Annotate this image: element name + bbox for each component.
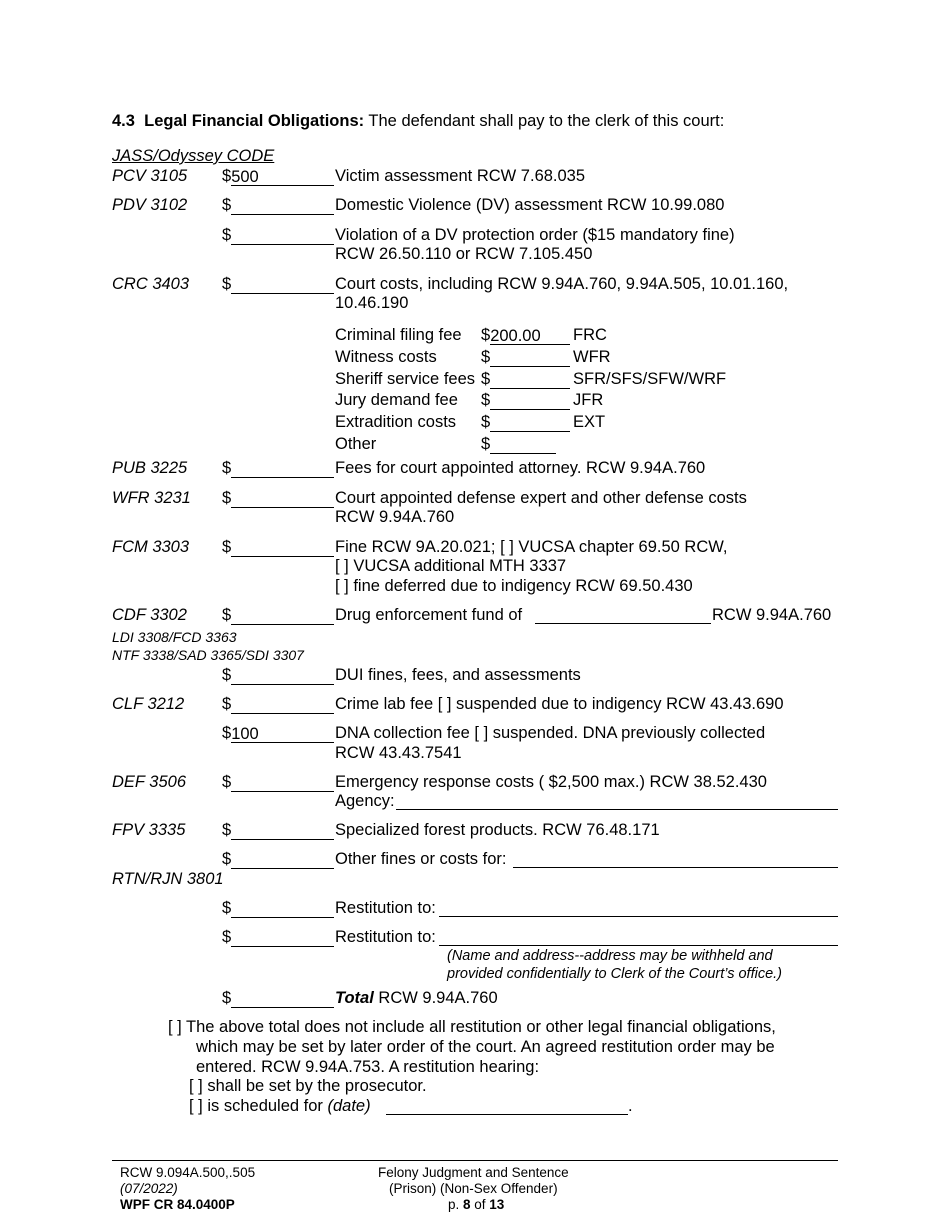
- other-line: [513, 867, 838, 868]
- wfr-desc-2: RCW 9.94A.760: [335, 508, 455, 526]
- rtn-desc-2: Restitution to:: [335, 928, 436, 946]
- dvpo-amount: $: [222, 226, 334, 245]
- cdf-fund-line: [535, 623, 711, 624]
- other-desc: Other fines or costs for:: [335, 850, 507, 868]
- fcm-code: FCM 3303: [112, 538, 190, 556]
- fee-witness: Witness costs: [335, 348, 437, 366]
- fcm-desc-2: [ ] VUCSA additional MTH 3337: [335, 557, 567, 575]
- crc-desc-2: 10.46.190: [335, 294, 409, 312]
- page-footer: [112, 1160, 838, 1220]
- fee-sheriff-amount: $: [481, 370, 570, 389]
- fee-sheriff-code: SFR/SFS/SFW/WRF: [573, 370, 727, 388]
- cdf-desc-end: RCW 9.94A.760: [712, 606, 832, 624]
- dvpo-desc-1: Violation of a DV protection order ($15 mandatory fine): [335, 226, 735, 244]
- clf-code: CLF 3212: [112, 695, 185, 713]
- restitution-note-3: entered. RCW 9.94A.753. A restitution hearing:: [196, 1058, 540, 1076]
- wfr-desc-1: Court appointed defense expert and other defense costs: [335, 489, 747, 507]
- rtn-note-2: provided confidentially to Clerk of the Court’s office.): [447, 966, 783, 982]
- cdf-amount: $: [222, 606, 334, 625]
- dvpo-desc-2: RCW 26.50.110 or RCW 7.105.450: [335, 245, 593, 263]
- dna-desc-1: DNA collection fee [ ] suspended. DNA previously collected: [335, 724, 766, 742]
- pcv-amount-value: 500: [231, 169, 334, 186]
- dui-code-2: NTF 3338/SAD 3365/SDI 3307: [112, 647, 304, 663]
- pdv-code: PDV 3102: [112, 196, 188, 214]
- fee-criminal-filing: Criminal filing fee: [335, 326, 462, 344]
- def-code: DEF 3506: [112, 773, 186, 791]
- cdf-code: CDF 3302: [112, 606, 187, 624]
- restitution-date-end: .: [628, 1097, 633, 1115]
- rtn-note-1: (Name and address--address may be withheld and: [447, 948, 773, 964]
- crc-desc-1: Court costs, including RCW 9.94A.760, 9.94A.505, 10.01.160,: [335, 275, 789, 293]
- section-heading: [112, 112, 724, 131]
- fee-witness-amount: $: [481, 348, 570, 367]
- footer-title-2: (Prison) (Non-Sex Offender): [389, 1181, 558, 1196]
- fee-criminal-filing-code: FRC: [573, 326, 607, 344]
- fpv-amount: $: [222, 821, 334, 840]
- total-desc: Total RCW 9.94A.760: [335, 989, 498, 1007]
- other-amount: $: [222, 850, 334, 869]
- rtn-line-1: [439, 916, 838, 917]
- section-text: The defendant shall pay to the clerk of this court:: [364, 112, 725, 130]
- section-title: Legal Financial Obligations:: [144, 112, 365, 130]
- dna-amount-value: 100: [231, 726, 334, 743]
- footer-page-number: p. 8 of 13: [448, 1197, 505, 1212]
- fee-jury-code: JFR: [573, 391, 604, 409]
- wfr-amount: $: [222, 489, 334, 508]
- fee-extradition: Extradition costs: [335, 413, 457, 431]
- clf-amount: $: [222, 695, 334, 714]
- wfr-code: WFR 3231: [112, 489, 191, 507]
- restitution-option-2: [ ] is scheduled for (date): [189, 1097, 371, 1115]
- fee-jury: Jury demand fee: [335, 391, 458, 409]
- fpv-desc: Specialized forest products. RCW 76.48.171: [335, 821, 660, 839]
- restitution-note-2: which may be set by later order of the court. An agreed restitution order may be: [196, 1038, 775, 1056]
- def-desc-2: Agency:: [335, 792, 395, 810]
- cdf-desc: Drug enforcement fund of: [335, 606, 523, 624]
- rtn-amount-1: $: [222, 899, 334, 918]
- crc-code: CRC 3403: [112, 275, 190, 293]
- fee-witness-code: WFR: [573, 348, 611, 366]
- pdv-desc: Domestic Violence (DV) assessment RCW 10.99.080: [335, 196, 725, 214]
- fee-other-amount: $: [481, 435, 556, 454]
- fee-sheriff: Sheriff service fees: [335, 370, 476, 388]
- fee-criminal-filing-amount: $200.00: [481, 326, 570, 345]
- fee-jury-amount: $: [481, 391, 570, 410]
- fcm-amount: $: [222, 538, 334, 557]
- def-desc-1: Emergency response costs ( $2,500 max.) RCW 38.52.430: [335, 773, 767, 791]
- footer-form-number: WPF CR 84.0400P: [120, 1197, 235, 1212]
- footer-rcw: RCW 9.094A.500,.505: [120, 1165, 256, 1180]
- fcm-desc-1: Fine RCW 9A.20.021; [ ] VUCSA chapter 69.50 RCW,: [335, 538, 728, 556]
- pub-desc: Fees for court appointed attorney. RCW 9.94A.760: [335, 459, 706, 477]
- rtn-desc-1: Restitution to:: [335, 899, 436, 917]
- rtn-code: RTN/RJN 3801: [112, 870, 224, 888]
- dna-amount: $100: [222, 724, 334, 743]
- rtn-line-2: [439, 945, 838, 946]
- def-agency-line: [396, 809, 838, 810]
- fcm-desc-3: [ ] fine deferred due to indigency RCW 69.50.430: [335, 577, 693, 595]
- fee-other: Other: [335, 435, 377, 453]
- clf-desc: Crime lab fee [ ] suspended due to indigency RCW 43.43.690: [335, 695, 784, 713]
- pub-code: PUB 3225: [112, 459, 188, 477]
- fpv-code: FPV 3335: [112, 821, 186, 839]
- def-amount: $: [222, 773, 334, 792]
- crc-amount: $: [222, 275, 334, 294]
- pcv-amount: $500: [222, 167, 334, 186]
- pdv-amount: $: [222, 196, 334, 215]
- restitution-date-line: [386, 1114, 628, 1115]
- footer-title-1: Felony Judgment and Sentence: [378, 1165, 569, 1180]
- code-header: JASS/Odyssey CODE: [112, 147, 275, 165]
- dui-desc: DUI fines, fees, and assessments: [335, 666, 581, 684]
- dui-amount: $: [222, 666, 334, 685]
- pcv-desc: Victim assessment RCW 7.68.035: [335, 167, 586, 185]
- pub-amount: $: [222, 459, 334, 478]
- fee-extradition-code: EXT: [573, 413, 606, 431]
- section-number: 4.3: [112, 112, 135, 130]
- total-amount: $: [222, 989, 334, 1008]
- rtn-amount-2: $: [222, 928, 334, 947]
- fee-extradition-amount: $: [481, 413, 570, 432]
- pcv-code: PCV 3105: [112, 167, 188, 185]
- dna-desc-2: RCW 43.43.7541: [335, 744, 462, 762]
- restitution-option-1: [ ] shall be set by the prosecutor.: [189, 1077, 427, 1095]
- restitution-note-1: [ ] The above total does not include all restitution or other legal financial obligations,: [168, 1018, 776, 1036]
- footer-date: (07/2022): [120, 1181, 178, 1196]
- dui-code-1: LDI 3308/FCD 3363: [112, 629, 237, 645]
